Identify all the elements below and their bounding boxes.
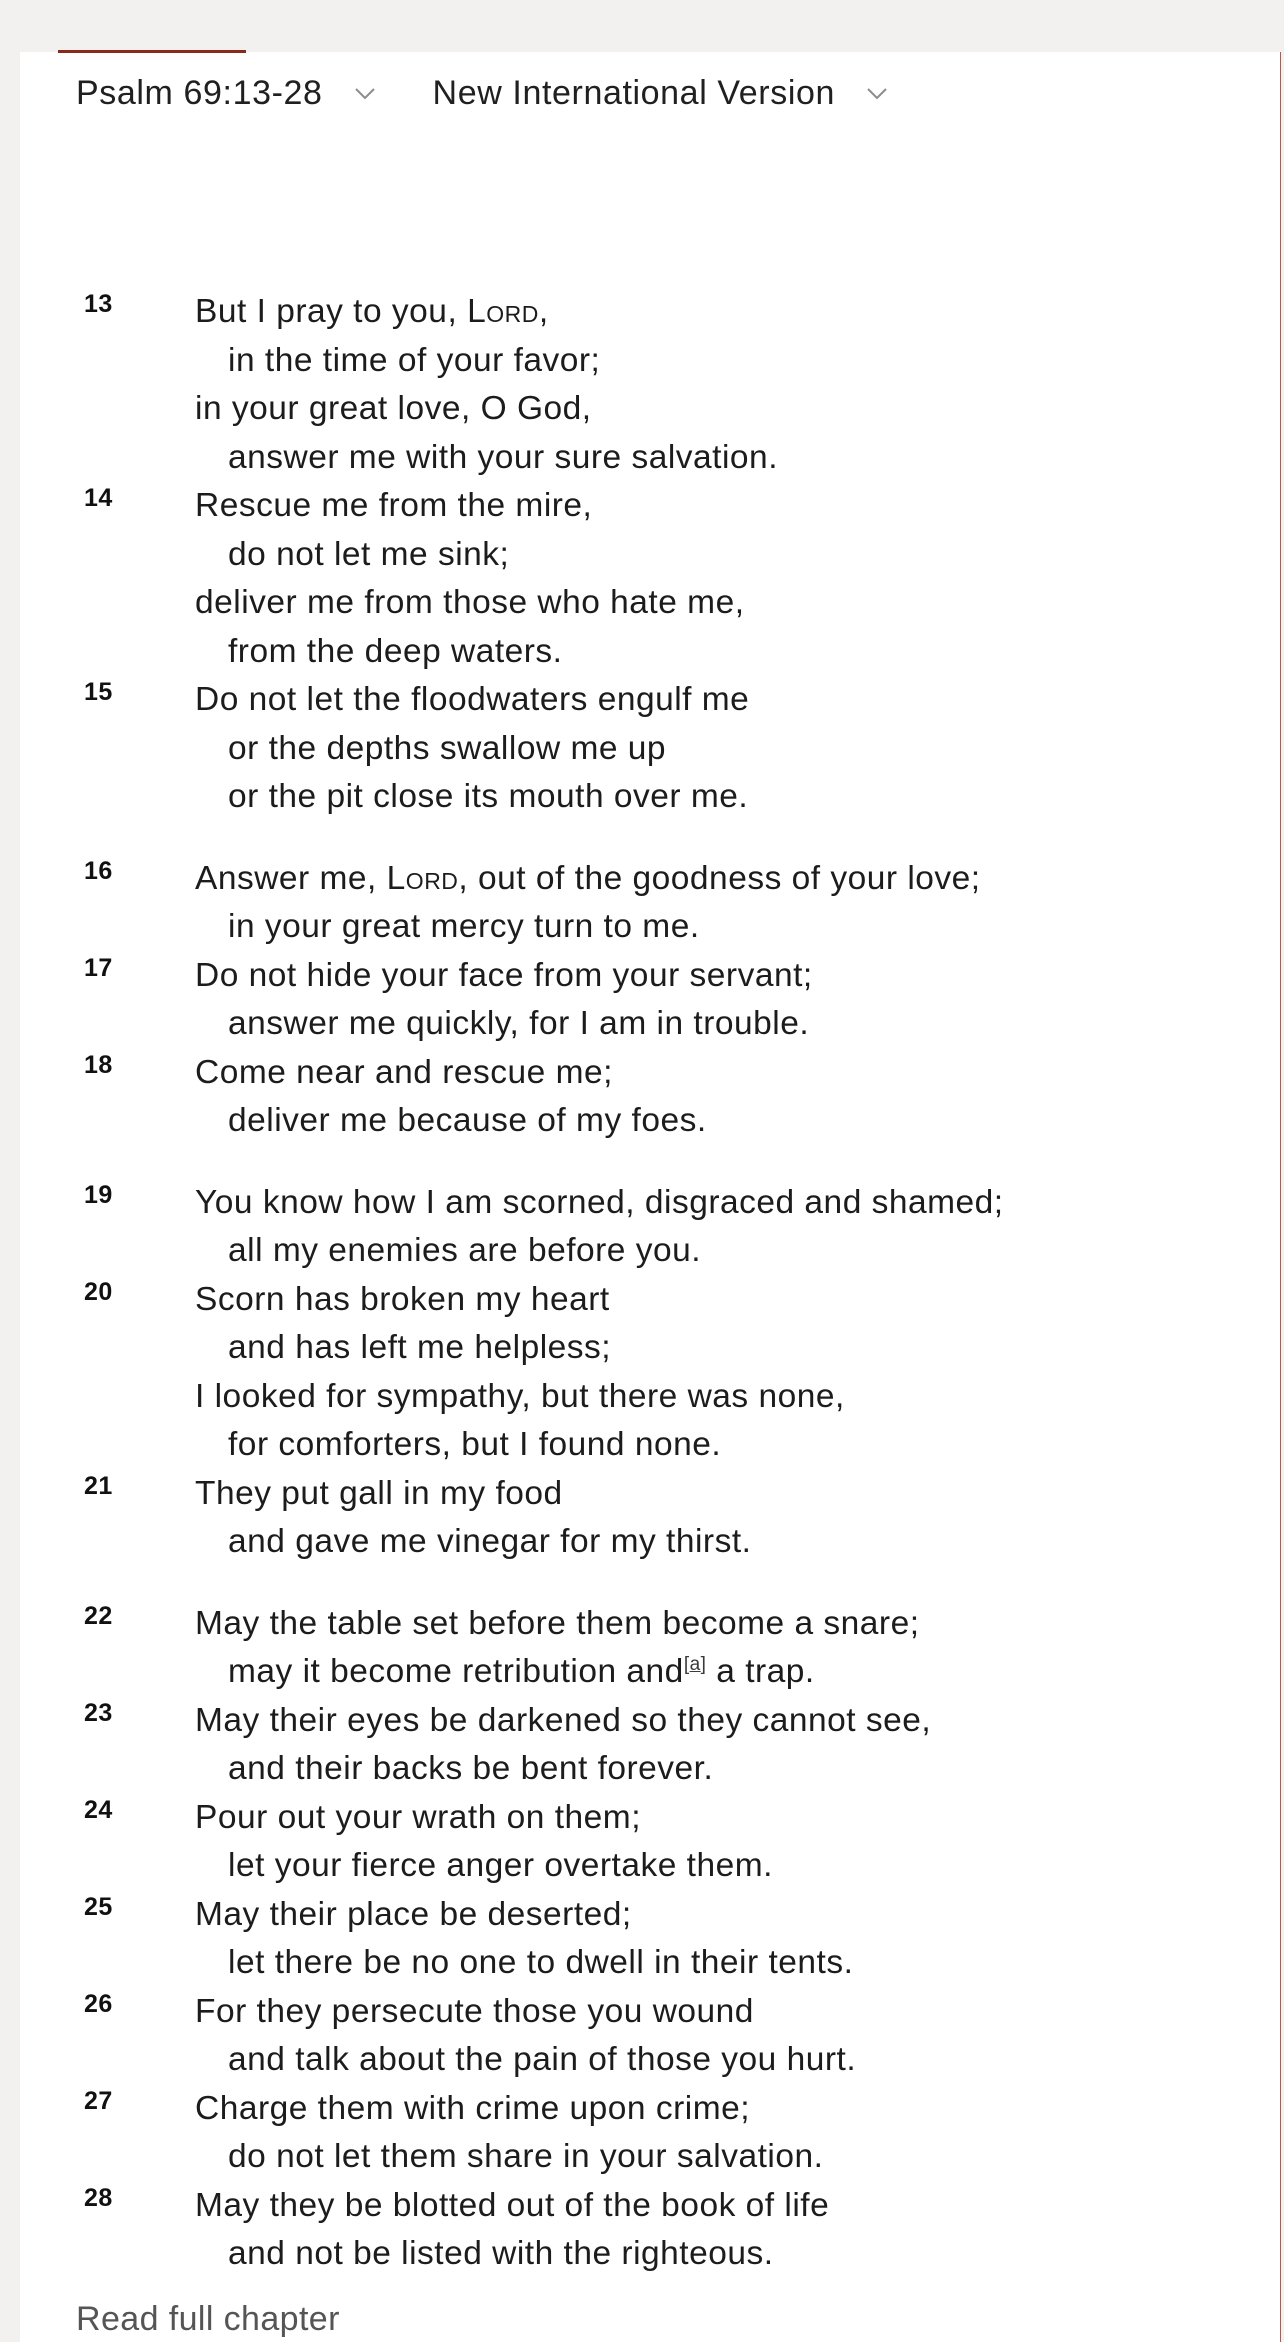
verse-line: [84, 1697, 1204, 1746]
verse-line: [84, 1097, 1204, 1146]
chevron-down-icon: [865, 81, 889, 105]
verse-text: May their place be deserted;: [195, 1895, 632, 1933]
verse-text: do not let me sink;: [228, 535, 510, 573]
verse-line: [84, 1939, 1204, 1988]
verse-text: I looked for sympathy, but there was none,: [195, 1377, 845, 1415]
verse-text: all my enemies are before you.: [228, 1232, 702, 1269]
verse-text: May the table set before them become a snare;: [195, 1604, 920, 1642]
verse: [84, 2085, 1204, 2182]
verse-text: in your great love, O God,: [195, 390, 592, 427]
verse-text: and has left me helpless;: [228, 1329, 612, 1366]
verse-text: or the depths swallow me up: [228, 729, 667, 767]
verse-text: Do not let the floodwaters engulf me: [195, 681, 750, 718]
verse-line: [84, 1227, 1204, 1276]
stanza-break: [84, 1567, 1204, 1600]
verse-line: [84, 1000, 1204, 1049]
passage-reference: Psalm 69:13-28: [76, 73, 323, 112]
verse-line: [84, 1324, 1204, 1373]
verse-line: [84, 482, 1204, 531]
verse: [84, 482, 1204, 676]
verse-number: 27: [84, 2086, 113, 2115]
version-selector[interactable]: [433, 74, 889, 113]
verse-line: [84, 434, 1204, 483]
verse-line: [84, 725, 1204, 774]
verse-text: May they be blotted out of the book of life: [195, 2186, 830, 2224]
verse-line: [84, 773, 1204, 822]
verse-text: Rescue me from the mire,: [195, 487, 593, 524]
verse-line: [84, 531, 1204, 580]
verse: [84, 1697, 1204, 1794]
verse-number: 14: [84, 484, 113, 512]
verse-text: Do not hide your face from your servant;: [195, 956, 813, 994]
verse-line: [84, 676, 1204, 725]
verse-text: may it become retribution and: [228, 1653, 684, 1690]
verse-line: [84, 952, 1204, 1001]
verse-text: and gave me vinegar for my thirst.: [228, 1523, 752, 1560]
verse-text: ,: [538, 293, 549, 330]
verse: [84, 1276, 1204, 1470]
verse-number: 20: [84, 1277, 113, 1306]
verse-text: They put gall in my food: [195, 1474, 563, 1512]
verse-line: [84, 2036, 1204, 2085]
verse-text: and not be listed with the righteous.: [228, 2235, 774, 2272]
verse-text: But I pray to you,: [195, 293, 468, 330]
verse-text: May their eyes be darkened so they cannot see,: [195, 1701, 932, 1739]
verse-line: [84, 2085, 1204, 2134]
verse-number: 23: [84, 1698, 113, 1727]
verse-number: 13: [84, 290, 113, 318]
read-full-chapter-link[interactable]: Read full chapter: [76, 2300, 340, 2338]
verse: [84, 1179, 1204, 1276]
verse: [84, 1600, 1204, 1697]
divine-name-smallcaps: Lord: [386, 859, 459, 897]
verse: [84, 1470, 1204, 1567]
verse-text: or the pit close its mouth over me.: [228, 778, 749, 815]
footnote-marker[interactable]: [a]: [683, 1653, 707, 1675]
verse: [84, 1988, 1204, 2085]
verse-number: 18: [84, 1050, 113, 1079]
verse-line: [84, 2133, 1204, 2182]
verse-number: 25: [84, 1892, 113, 1921]
verse-line: [84, 628, 1204, 677]
verse: [84, 676, 1204, 822]
verse-number: 15: [84, 678, 113, 706]
verse-line: [84, 1518, 1204, 1567]
verse-line: [84, 1276, 1204, 1325]
verse: [84, 288, 1204, 482]
verse-line: [84, 288, 1204, 337]
verse-line: [84, 1421, 1204, 1470]
verse-text: Answer me,: [195, 859, 387, 897]
verse-text: do not let them share in your salvation.: [228, 2138, 824, 2175]
verse-line: [84, 2182, 1204, 2231]
verse-number: 26: [84, 1989, 113, 2018]
verse-text: You know how I am scorned, disgraced and shamed;: [195, 1183, 1004, 1221]
verse-number: 16: [84, 856, 113, 885]
verse-number: 17: [84, 953, 113, 982]
footnote-link[interactable]: a: [689, 1653, 701, 1675]
verse-line: [84, 579, 1204, 628]
verse-text: Come near and rescue me;: [195, 1053, 613, 1091]
verse: [84, 1794, 1204, 1891]
verse: [84, 2182, 1204, 2279]
verse-line: [84, 903, 1204, 952]
verse-number: 24: [84, 1795, 113, 1824]
verse-line: [84, 1745, 1204, 1794]
verse-text: let your fierce anger overtake them.: [228, 1847, 773, 1884]
passage-text: [84, 288, 1204, 2279]
verse-text: and their backs be bent forever.: [228, 1750, 714, 1787]
verse-text: let there be no one to dwell in their tents.: [228, 1944, 854, 1981]
verse: [84, 855, 1204, 952]
verse-number: 19: [84, 1180, 113, 1209]
verse-text: in your great mercy turn to me.: [228, 908, 700, 945]
verse-line: [84, 1470, 1204, 1519]
active-tab-indicator: [58, 50, 246, 53]
verse: [84, 952, 1204, 1049]
verse-number: 21: [84, 1471, 113, 1500]
verse-line: [84, 1842, 1204, 1891]
verse-text: For they persecute those you wound: [195, 1992, 754, 2030]
verse-text: deliver me because of my foes.: [228, 1102, 707, 1139]
verse-text: answer me with your sure salvation.: [228, 438, 778, 476]
verse-text: for comforters, but I found none.: [228, 1426, 722, 1463]
verse: [84, 1049, 1204, 1146]
verse-line: [84, 1794, 1204, 1843]
verse-line: [84, 337, 1204, 386]
verse-line: [84, 1891, 1204, 1940]
passage-toolbar: [76, 68, 889, 118]
verse-text: answer me quickly, for I am in trouble.: [228, 1005, 810, 1042]
verse-line: [84, 1648, 1204, 1697]
verse-text: Pour out your wrath on them;: [195, 1798, 641, 1836]
verse-number: 28: [84, 2183, 113, 2212]
version-name: New International Version: [432, 73, 835, 112]
verse-line: [84, 2230, 1204, 2279]
verse-line: [84, 1988, 1204, 2037]
verse-text: a trap.: [706, 1653, 815, 1690]
verse-line: [84, 385, 1204, 434]
stanza-break: [84, 822, 1204, 855]
verse-number: 22: [84, 1601, 113, 1630]
stanza-break: [84, 1146, 1204, 1179]
verse: [84, 1891, 1204, 1988]
verse-text: and talk about the pain of those you hurt.: [228, 2041, 857, 2078]
passage-selector[interactable]: [76, 74, 377, 113]
verse-text: Charge them with crime upon crime;: [195, 2089, 751, 2127]
verse-text: Scorn has broken my heart: [195, 1280, 610, 1318]
verse-text: in the time of your favor;: [228, 341, 601, 379]
verse-text: deliver me from those who hate me,: [195, 584, 745, 621]
verse-line: [84, 855, 1204, 904]
verse-line: [84, 1179, 1204, 1228]
verse-text: from the deep waters.: [228, 632, 563, 670]
verse-line: [84, 1373, 1204, 1422]
verse-line: [84, 1600, 1204, 1649]
verse-line: [84, 1049, 1204, 1098]
divine-name-smallcaps: Lord: [467, 293, 539, 330]
chevron-down-icon: [353, 81, 377, 105]
verse-text: , out of the goodness of your love;: [458, 859, 981, 897]
